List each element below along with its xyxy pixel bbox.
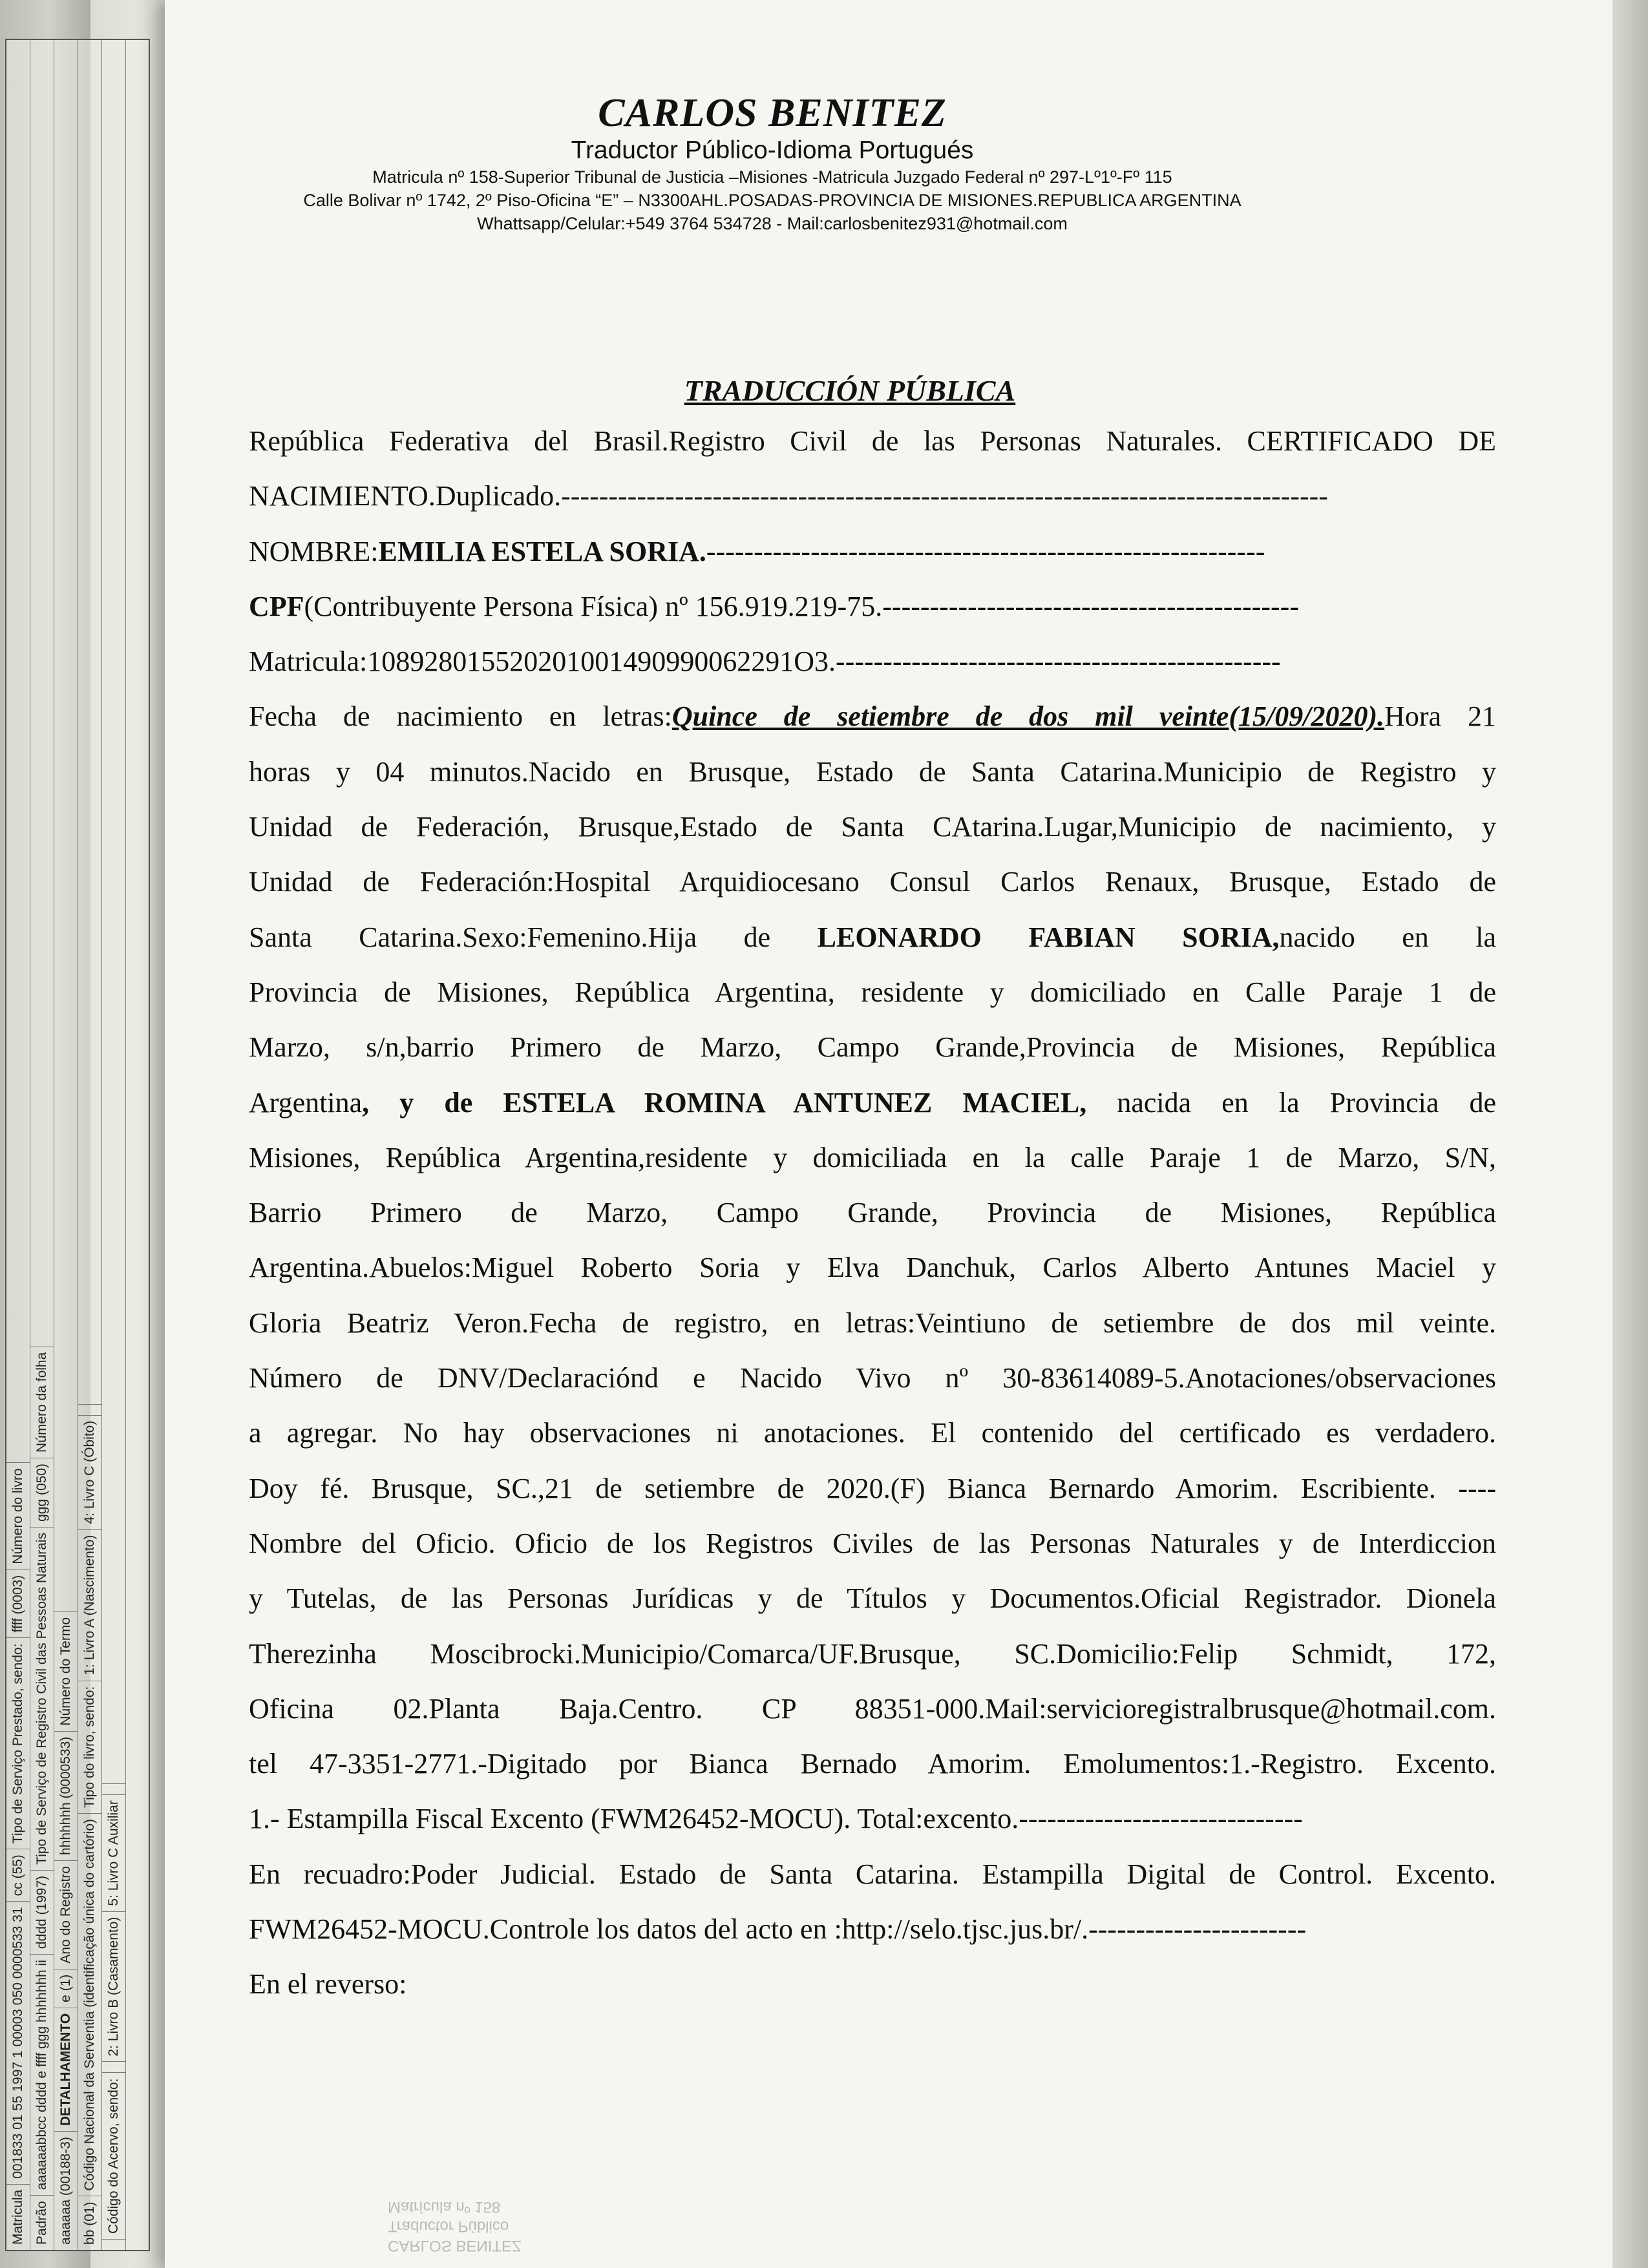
registry-cell: ggg (050) — [30, 1458, 54, 1527]
document-title: TRADUCCIÓN PÚBLICA — [684, 374, 1016, 407]
body-line: y Tutelas, de las Personas Jurídicas y de Títulos y Documentos.Oficial Registrador. Dionela — [249, 1582, 1496, 1615]
child-name: EMILIA ESTELA SORIA. — [378, 535, 706, 567]
body-line: tel 47-3351-2771.-Digitado por Bianca Bernado Amorim. Emolumentos:1.-Registro. Excento. — [249, 1748, 1496, 1780]
registry-cell: Padrão — [30, 2195, 54, 2250]
body-line: Argentina.Abuelos:Miguel Roberto Soria y Elva Danchuk, Carlos Alberto Antunes Maciel y — [249, 1252, 1496, 1284]
translator-name: CARLOS BENITEZ — [598, 91, 947, 135]
body-line-cpf — [249, 579, 1496, 634]
registry-row — [6, 40, 30, 2250]
stamp-text: Traductor Público — [388, 2218, 509, 2235]
underlying-document-edge — [0, 0, 121, 2268]
body-line: Gloria Beatriz Veron.Fecha de registro, en letras:Veintiuno de setiembre de dos mil veinte. — [249, 1307, 1496, 1339]
registry-cell: DETALHAMENTO — [54, 2008, 78, 2131]
stamp-text: Matrícula nº 158 — [388, 2198, 501, 2216]
body-line-birthdate — [249, 689, 1496, 744]
registry-cell: Código Nacional da Serventia (identificação única do cartório) — [78, 1813, 101, 2196]
mirrored-stamp-residue — [388, 2113, 840, 2255]
body-line: Oficina 02.Planta Baja.Centro. CP 88351-000.Mail:servicioregistralbrusque@hotmail.com. — [249, 1692, 1496, 1725]
body-line: En el reverso: — [249, 1968, 407, 2000]
registry-cell: Tipo do livro, sendo: — [78, 1681, 101, 1813]
translation-body — [249, 414, 1496, 2012]
text-segment: nacida en la Provincia de — [1086, 1086, 1496, 1118]
registry-cell: Tipo de Serviço Prestado, sendo: — [6, 1637, 30, 1849]
registry-cell: Número do Termo — [54, 1612, 78, 1731]
registry-cell: ffff (0003) — [6, 1570, 30, 1638]
registry-cell: aaaaaa (00188-3) — [54, 2131, 78, 2250]
body-line: Doy fé. Brusque, SC.,21 de setiembre de 2020.(F) Bianca Bernardo Amorim. Escribiente. ---- — [249, 1472, 1496, 1504]
stamp-text: CARLOS BENITEZ — [388, 2237, 522, 2254]
registry-cell: e (1) — [54, 1969, 78, 2008]
registry-cell: dddd (1997) — [30, 1870, 54, 1954]
text-segment: Santa Catarina.Sexo:Femenino.Hija de — [249, 921, 818, 953]
body-line: Número de DNV/Declaraciónd e Nacido Vivo nº 30-83614089-5.Anotaciones/observaciones — [249, 1362, 1496, 1394]
translator-role: Traductor Público-Idioma Portugués — [571, 136, 974, 164]
contact-line: Whattsapp/Celular:+549 3764 534728 - Mail:carlosbenitez931@hotmail.com — [477, 214, 1068, 233]
registry-cell: aaaaaabbcc dddd e ffff ggg hhhhhhh ii — [30, 1954, 54, 2195]
text-segment: nacido en la — [1279, 921, 1497, 953]
body-line: 1.- Estampilla Fiscal Excento (FWM26452-MOCU). Total:excento.------------------------------ — [249, 1803, 1303, 1835]
registry-cell: 2: Livro B (Casamento) — [102, 1911, 125, 2062]
birthdate-value: Quince de setiembre de dos mil veinte(15/09/2020). — [671, 700, 1385, 733]
registry-row — [102, 40, 126, 2250]
name-label: NOMBRE: — [249, 535, 379, 567]
scanner-right-margin — [1612, 0, 1648, 2268]
body-line: Unidad de Federación:Hospital Arquidiocesano Consul Carlos Renaux, Brusque, Estado de — [249, 866, 1496, 898]
father-name: LEONARDO FABIAN SORIA, — [817, 921, 1280, 953]
body-line: Marzo, s/n,barrio Primero de Marzo, Campo Grande,Provincia de Misiones, República — [249, 1031, 1496, 1064]
registry-cell: 5: Livro C Auxiliar — [102, 1794, 125, 1911]
body-line: a agregar. No hay observaciones ni anotaciones. El contenido del certificado es verdadero. — [249, 1417, 1496, 1449]
body-line: Misiones, República Argentina,residente y domiciliada en la calle Paraje 1 de Marzo, S/N, — [249, 1141, 1496, 1173]
cpf-value: (Contribuyente Persona Física) nº 156.919.219-75.-------------------------------------------- — [304, 590, 1299, 622]
registry-cell: 4: Livro C (Óbito) — [78, 1415, 101, 1529]
body-line: Nombre del Oficio. Oficio de los Registros Civiles de las Personas Naturales y de Interdiccion — [249, 1527, 1496, 1559]
registry-cell: Código do Acervo, sendo: — [102, 2073, 125, 2240]
letterhead — [165, 90, 1380, 235]
body-line-father — [249, 910, 1496, 965]
registry-cell: Número da folha — [30, 1347, 54, 1458]
dash-fill: ----------------------------------------------------------- — [706, 535, 1265, 567]
registry-cell — [78, 1404, 101, 1415]
birthdate-label: Fecha de nacimiento en letras: — [249, 700, 672, 733]
body-line: NACIMIENTO.Duplicado.--------------------------------------------------------------------------------- — [249, 480, 1328, 512]
registry-row — [54, 40, 78, 2250]
body-line: Barrio Primero de Marzo, Campo Grande, Provincia de Misiones, República — [249, 1197, 1496, 1229]
registry-cell: 1: Livro A (Nascimento) — [78, 1529, 101, 1681]
registry-cell — [102, 2062, 125, 2073]
registry-row — [30, 40, 54, 2250]
body-line: República Federativa del Brasil.Registro Civil de las Personas Naturales. CERTIFICADO DE — [249, 425, 1496, 457]
registry-table-rotated — [6, 40, 149, 2250]
body-line: Therezinha Moscibrocki.Municipio/Comarca/UF.Brusque, SC.Domicilio:Felip Schmidt, 172, — [249, 1637, 1496, 1670]
body-line: Unidad de Federación, Brusque,Estado de Santa CAtarina.Lugar,Municipio de nacimiento, y — [249, 811, 1496, 843]
registry-cell: cc (55) — [6, 1849, 30, 1901]
body-line: En recuadro:Poder Judicial. Estado de Santa Catarina. Estampilla Digital de Control. Excento. — [249, 1858, 1496, 1890]
body-line: Provincia de Misiones, República Argentina, residente y domiciliado en Calle Paraje 1 de — [249, 976, 1496, 1008]
registry-cell — [102, 2239, 125, 2250]
birth-hour: Hora 21 — [1384, 700, 1496, 733]
body-line-nombre — [249, 524, 1496, 579]
body-line: FWM26452-MOCU.Controle los datos del acto en :http://selo.tjsc.jus.br/.----------------------- — [249, 1913, 1307, 1946]
registry-cell: Número do livro — [6, 1462, 30, 1569]
cpf-label: CPF — [249, 590, 304, 622]
registry-cell — [102, 1783, 125, 1794]
registry-row — [78, 40, 102, 2250]
registration-line: Matricula nº 158-Superior Tribunal de Justicia –Misiones -Matricula Juzgado Federal nº 297-Lº1º-Fº 115 — [372, 167, 1172, 187]
registry-cell: bb (01) — [78, 2196, 101, 2250]
registry-cell: Matricula — [6, 2184, 30, 2250]
body-line-mother — [249, 1075, 1496, 1130]
registry-cell: Ano do Registro — [54, 1860, 78, 1969]
registry-cell: 001833 01 55 1997 1 00003 050 0000533 31 — [6, 1901, 30, 2183]
registry-code-table — [5, 39, 150, 2251]
registry-cell: Tipo de Serviço de Registro Civil das Pessoas Naturais — [30, 1527, 54, 1870]
address-line: Calle Bolivar nº 1742, 2º Piso-Oficina “E” – N3300AHL.POSADAS-PROVINCIA DE MISIONES.REPUBLICA ARGENTINA — [303, 191, 1241, 210]
registry-cell: hhhhhhh (0000533) — [54, 1731, 78, 1860]
mother-name: , y de ESTELA ROMINA ANTUNEZ MACIEL, — [362, 1086, 1087, 1118]
body-line: horas y 04 minutos.Nacido en Brusque, Estado de Santa Catarina.Municipio de Registro y — [249, 755, 1496, 788]
text-segment: Argentina — [249, 1086, 363, 1118]
body-line-matricula: Matricula:108928015520201001490990062291O3.----------------------------------------------- — [249, 646, 1281, 678]
